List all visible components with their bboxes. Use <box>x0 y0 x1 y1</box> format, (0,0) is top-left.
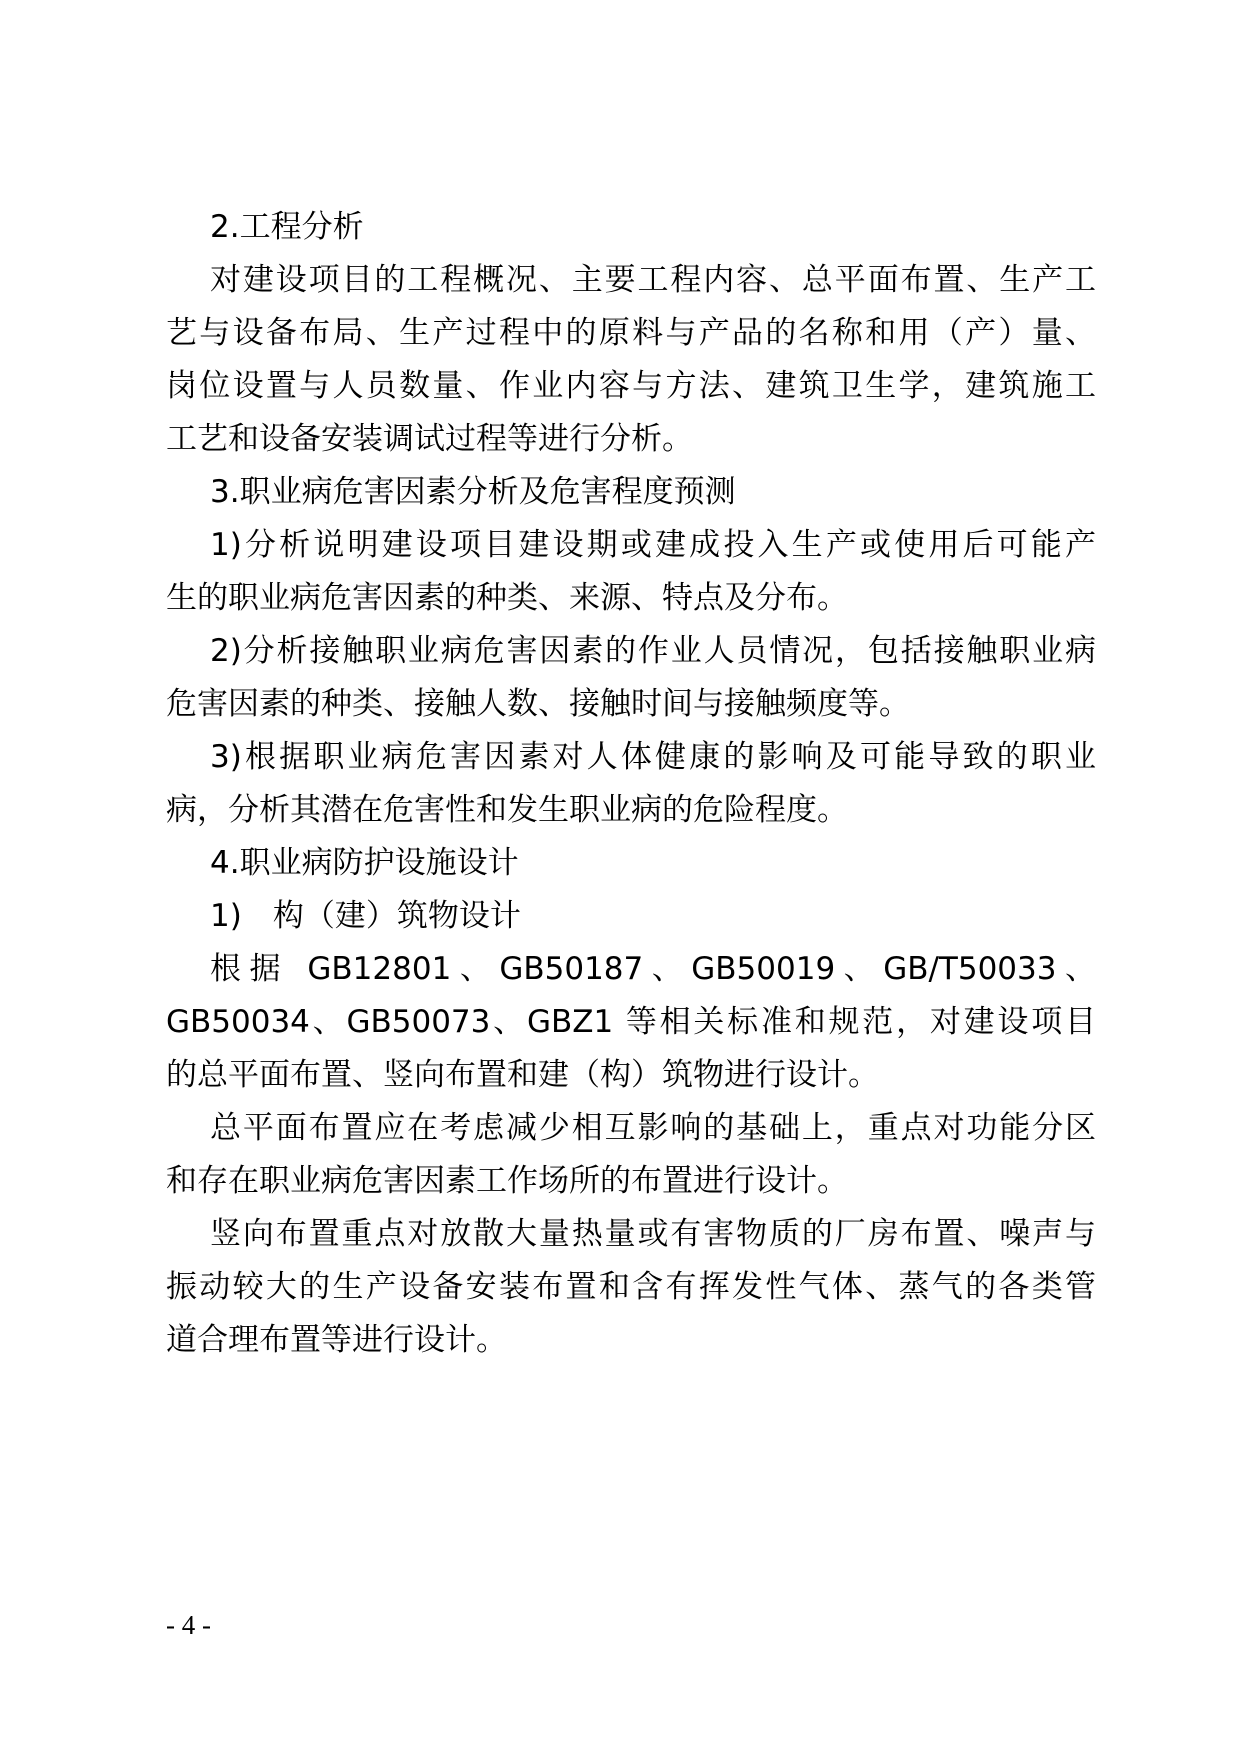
paragraph-line: 的总平面布置、竖向布置和建（构）筑物进行设计。 <box>166 1057 879 1093</box>
paragraph-line: 岗位设置与人员数量、作业内容与方法、建筑卫生学，建筑施工 <box>166 368 1096 404</box>
page-number: - 4 - <box>166 1610 211 1640</box>
paragraph-line: GB50034、GB50073、GBZ1 等相关标准和规范，对建设项目 <box>166 1004 1096 1040</box>
paragraph-line: 根据 GB12801、GB50187、GB50019、GB/T50033、 <box>210 951 1096 987</box>
paragraph-line: 竖向布置重点对放散大量热量或有害物质的厂房布置、噪声与 <box>210 1216 1096 1252</box>
section-heading-protection-design: 4.职业病防护设施设计 <box>210 845 519 881</box>
paragraph-line: 和存在职业病危害因素工作场所的布置进行设计。 <box>166 1163 848 1199</box>
paragraph-line: 工艺和设备安装调试过程等进行分析。 <box>166 421 693 457</box>
paragraph-line: 对建设项目的工程概况、主要工程内容、总平面布置、生产工 <box>210 262 1096 298</box>
paragraph-line: 艺与设备布局、生产过程中的原料与产品的名称和用（产）量、 <box>166 315 1096 351</box>
paragraph-line: 病，分析其潜在危害性和发生职业病的危险程度。 <box>166 792 848 828</box>
section-heading-engineering-analysis: 2.工程分析 <box>210 209 364 245</box>
paragraph-line: 振动较大的生产设备安装布置和含有挥发性气体、蒸气的各类管 <box>166 1269 1096 1305</box>
paragraph-line: 道合理布置等进行设计。 <box>166 1322 507 1358</box>
subsection-heading-building-design: 1) 构（建）筑物设计 <box>210 898 521 934</box>
paragraph-line: 危害因素的种类、接触人数、接触时间与接触频度等。 <box>166 686 910 722</box>
paragraph-line: 1)分析说明建设项目建设期或建成投入生产或使用后可能产 <box>210 527 1096 563</box>
paragraph-line: 总平面布置应在考虑减少相互影响的基础上，重点对功能分区 <box>210 1110 1096 1146</box>
paragraph-line: 生的职业病危害因素的种类、来源、特点及分布。 <box>166 580 848 616</box>
section-heading-hazard-analysis: 3.职业病危害因素分析及危害程度预测 <box>210 474 736 510</box>
paragraph-line: 2)分析接触职业病危害因素的作业人员情况，包括接触职业病 <box>210 633 1096 669</box>
paragraph-line: 3)根据职业病危害因素对人体健康的影响及可能导致的职业 <box>210 739 1096 775</box>
